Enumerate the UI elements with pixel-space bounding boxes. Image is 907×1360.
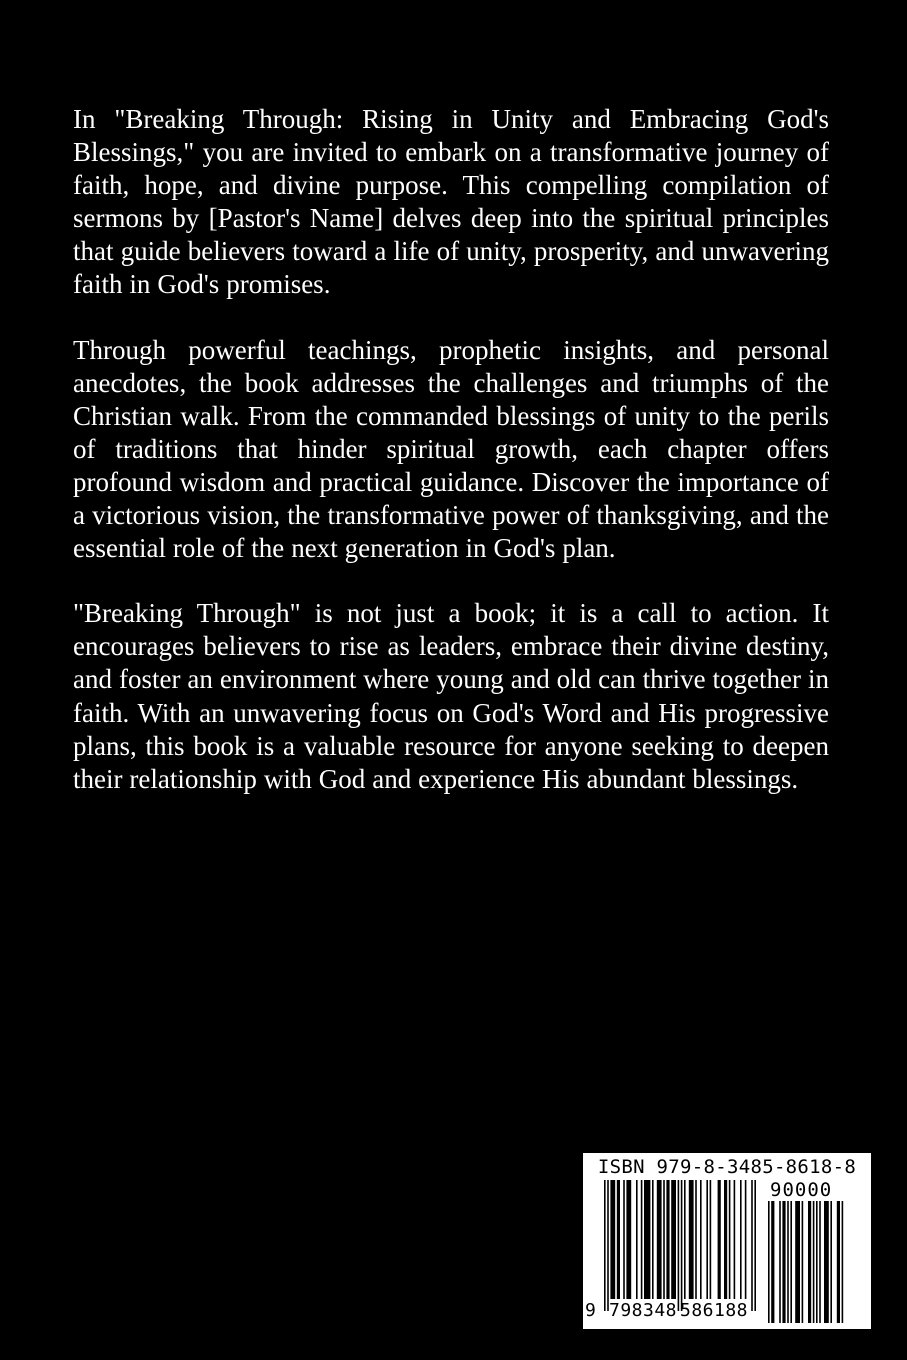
ean-bar-20: [700, 1180, 702, 1299]
addon-bar-6: [790, 1201, 792, 1323]
blurb-paragraph-1: In "Breaking Through: Rising in Unity and Embracing God's Blessings," you are invited to embark on a transformative journey of faith, hope, and divine purpose. This compelling compilation of sermons by [Pastor's Name] delves deep into the spiritual principles that guide believers toward a life of unity, prosperity, and unwavering faith in God's promises.: [73, 104, 829, 300]
ean-bar-10: [652, 1180, 654, 1299]
ean-bar-12: [663, 1180, 665, 1299]
addon-bar-5: [787, 1201, 789, 1323]
addon-bar-15: [837, 1201, 840, 1323]
ean-bar-24: [724, 1180, 727, 1299]
addon-bar-14: [830, 1201, 832, 1323]
ean-bar-8: [641, 1180, 643, 1299]
isbn-barcode: [583, 1153, 871, 1329]
addon-bar-16: [842, 1201, 844, 1323]
addon-bar-13: [824, 1201, 829, 1323]
ean-left-group: 798348: [609, 1300, 678, 1321]
ean-bar-21: [706, 1180, 708, 1299]
addon-bar-9: [808, 1201, 811, 1323]
ean-bar-1: [604, 1180, 606, 1311]
ean-bar-14: [671, 1180, 676, 1299]
ean-bar-9: [644, 1180, 650, 1299]
ean-bar-13: [666, 1180, 669, 1299]
blurb-paragraph-2: Through powerful teachings, prophetic insights, and personal anecdotes, the book addresses the challenges and triumphs of the Christian walk. From the commanded blessings of unity to the perils of traditions that hinder spiritual growth, each chapter offers profound wisdom and practical guidance. Discover the importance of a victorious vision, the transformative power of thanksgiving, and the essential role of the next generation in God's plan.: [73, 334, 829, 564]
ean-bar-29: [751, 1180, 753, 1311]
ean-bar-28: [745, 1180, 747, 1299]
ean-bar-11: [657, 1180, 662, 1299]
ean-right-group: 586188: [680, 1300, 749, 1321]
ean-bar-4: [617, 1180, 620, 1299]
ean-bar-6: [626, 1180, 631, 1299]
ean-bar-5: [623, 1180, 625, 1299]
ean-bar-16: [681, 1180, 683, 1311]
ean-first-digit: 9: [585, 1300, 596, 1321]
ean-bar-18: [689, 1180, 694, 1299]
ean-bar-22: [710, 1180, 712, 1299]
addon-bar-4: [782, 1201, 785, 1323]
ean-bar-27: [740, 1180, 742, 1299]
ean-bar-7: [636, 1180, 638, 1299]
ean-bar-30: [754, 1180, 756, 1311]
ean-bar-15: [678, 1180, 680, 1311]
ean-bar-26: [734, 1180, 736, 1299]
addon-bar-10: [813, 1201, 815, 1323]
addon-bar-8: [802, 1201, 804, 1323]
ean-bar-2: [607, 1180, 609, 1311]
blurb-text: [73, 103, 829, 828]
ean-bar-23: [718, 1180, 721, 1299]
addon-bar-2: [771, 1201, 774, 1323]
addon-bar-12: [819, 1201, 821, 1323]
ean-bar-19: [695, 1180, 697, 1299]
ean-bar-17: [684, 1180, 686, 1299]
addon-bar-3: [779, 1201, 781, 1323]
addon-bar-7: [795, 1201, 800, 1323]
addon-bar-11: [816, 1201, 818, 1323]
price-code: 90000: [770, 1179, 833, 1201]
isbn-label: ISBN 979-8-3485-8618-8: [597, 1156, 857, 1178]
addon-bar-1: [768, 1201, 770, 1323]
blurb-paragraph-3: "Breaking Through" is not just a book; it is a call to action. It encourages believers to rise as leaders, embrace their divine destiny, and foster an environment where young and old can thrive together in faith. With an unwavering focus on God's Word and His progressive plans, this book is a valuable resource for anyone seeking to deepen their relationship with God and experience His abundant blessings.: [73, 598, 829, 794]
ean-bar-3: [610, 1180, 615, 1299]
ean-bar-25: [729, 1180, 731, 1299]
